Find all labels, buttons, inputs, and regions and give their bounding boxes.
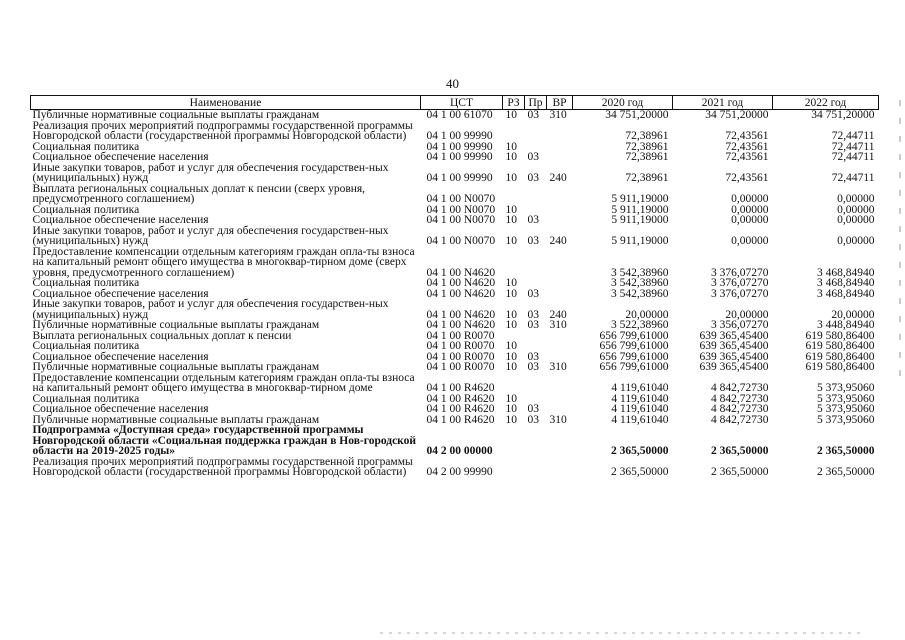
cell-vr	[547, 457, 573, 478]
cell-cst: 04 1 00 R0070	[426, 340, 495, 352]
cell-rz: 10	[505, 277, 517, 289]
cell-cst: 04 1 00 R0070	[426, 329, 495, 342]
cell-cst: 04 1 00 N4620	[426, 266, 496, 279]
cell-name: Реализация прочих мероприятий подпрограммы государственной программы Новгородской области (государственной программы Новгородской области)	[32, 119, 413, 142]
cell-name: Публичные нормативные социальные выплаты гражданам	[32, 109, 320, 121]
cell-2020: 3 542,38960	[611, 266, 669, 279]
cell-pr: 03	[527, 172, 539, 184]
cell-2022: 3 468,84940	[817, 266, 875, 279]
cell-2022: 5 373,95060	[817, 413, 875, 426]
cell-name: Социальное обеспечение населения	[32, 214, 209, 226]
cell-name: Социальная политика	[32, 340, 140, 352]
scan-edge-artifact	[899, 100, 901, 380]
cell-cst: 04 1 00 N4620	[426, 319, 496, 331]
cell-name: Выплата региональных социальных доплат к пенсии (сверх уровня, предусмотренного соглашением)	[32, 182, 366, 205]
cell-pr	[525, 247, 547, 279]
table-header-row	[31, 96, 879, 110]
cell-2022: 3 468,84940	[817, 277, 875, 289]
table-row	[31, 121, 879, 142]
cell-pr	[525, 373, 547, 394]
cell-2020: 72,38961	[625, 140, 669, 153]
cell-cst: 04 1 00 N4620	[426, 287, 496, 300]
cell-vr: 240	[549, 172, 567, 184]
cell-2022: 2 365,50000	[817, 445, 875, 457]
cell-2020: 20,00000	[625, 308, 669, 321]
cell-pr	[525, 331, 547, 342]
cell-rz: 10	[505, 392, 517, 405]
cell-2020: 656 799,61000	[599, 350, 669, 363]
cell-2022: 0,00000	[837, 193, 875, 205]
cell-name: Социальное обеспечение населения	[32, 403, 209, 415]
cell-2020: 3 542,38960	[611, 277, 669, 289]
page-number: 40	[446, 76, 459, 91]
cell-2020: 4 119,61040	[611, 403, 669, 415]
cell-cst: 04 1 00 R4620	[426, 403, 495, 415]
cell-pr	[525, 457, 547, 478]
cell-2021: 72,43561	[725, 172, 769, 184]
cell-pr	[525, 341, 547, 352]
cell-2021: 639 365,45400	[699, 361, 769, 373]
cell-2020: 5 911,19000	[611, 235, 669, 247]
cell-2021: 3 376,07270	[711, 287, 769, 300]
table-row	[31, 299, 879, 320]
cell-name: Социальная политика	[32, 203, 140, 216]
cell-pr: 03	[527, 214, 539, 226]
header-vr: ВР	[547, 96, 573, 110]
table-row	[31, 278, 879, 289]
cell-2020: 72,38961	[625, 151, 669, 163]
cell-cst: 04 1 00 61070	[426, 109, 493, 121]
cell-cst: 04 1 00 N0070	[426, 203, 496, 216]
cell-2020: 4 119,61040	[611, 392, 669, 405]
header-cst: ЦСТ	[421, 96, 503, 110]
cell-2020: 34 751,20000	[605, 109, 669, 121]
cell-2021: 639 365,45400	[699, 340, 769, 352]
cell-name: Публичные нормативные социальные выплаты гражданам	[32, 413, 320, 426]
cell-rz: 10	[505, 235, 517, 247]
cell-vr	[547, 152, 573, 163]
cell-cst: 04 1 00 R4620	[426, 413, 495, 426]
cell-pr: 03	[527, 151, 539, 163]
header-name: Наименование	[31, 96, 421, 110]
cell-rz	[503, 425, 525, 457]
cell-cst: 04 1 00 R4620	[426, 392, 495, 405]
cell-name: Иные закупки товаров, работ и услуг для обеспечения государствен-ных (муниципальных) нужд	[32, 298, 389, 321]
cell-cst: 04 1 00 99990	[426, 130, 493, 142]
cell-2021: 0,00000	[731, 203, 769, 216]
cell-cst: 04 1 00 N4620	[426, 308, 496, 321]
cell-2021: 72,43561	[725, 151, 769, 163]
cell-cst: 04 1 00 R4620	[426, 382, 495, 394]
cell-vr	[547, 215, 573, 226]
cell-vr	[547, 121, 573, 142]
cell-name: Предоставление компенсации отдельным категориям граждан опла-ты взноса на капитальный ремонт общего имущества в многоквар-тирном доме (сверх уровня, предусмотренного соглашением)	[32, 245, 415, 279]
header-rz: РЗ	[503, 96, 525, 110]
table-row	[31, 320, 879, 331]
header-2021: 2021 год	[673, 96, 773, 110]
cell-2022: 0,00000	[837, 235, 875, 247]
cell-2021: 0,00000	[731, 235, 769, 247]
cell-name: Социальная политика	[32, 392, 140, 405]
cell-pr	[525, 121, 547, 142]
cell-2021: 639 365,45400	[699, 329, 769, 342]
cell-name: Подпрограмма «Доступная среда» государственной программы Новгородской области «Социальная поддержка граждан в Нов-городской области на 2019-2025 годы»	[32, 424, 417, 457]
cell-name: Социальная политика	[32, 277, 140, 289]
table-row	[31, 152, 879, 163]
cell-vr	[547, 289, 573, 300]
cell-2021: 2 365,50000	[711, 445, 769, 457]
table-row	[31, 457, 879, 478]
cell-rz: 10	[505, 308, 517, 321]
cell-rz: 10	[505, 203, 517, 216]
cell-2020: 2 365,50000	[611, 445, 669, 457]
cell-rz	[503, 373, 525, 394]
cell-2022: 5 373,95060	[817, 392, 875, 405]
cell-vr: 240	[549, 308, 567, 321]
cell-cst: 04 1 00 N0070	[426, 193, 496, 205]
cell-vr	[547, 404, 573, 415]
cell-2021: 4 842,72730	[711, 403, 769, 415]
cell-rz: 10	[505, 172, 517, 184]
cell-rz	[503, 457, 525, 478]
cell-2022: 3 448,84940	[817, 319, 875, 331]
cell-name: Выплата региональных социальных доплат к пенсии	[32, 329, 292, 342]
cell-2022: 619 580,86400	[805, 329, 875, 342]
cell-pr: 03	[527, 350, 539, 363]
cell-vr	[547, 373, 573, 394]
table-row	[31, 110, 879, 121]
cell-2020: 72,38961	[625, 130, 669, 142]
cell-rz: 10	[505, 361, 517, 373]
cell-rz: 10	[505, 319, 517, 331]
cell-2022: 72,44711	[831, 130, 875, 142]
table-row	[31, 341, 879, 352]
cell-2020: 3 522,38960	[611, 319, 669, 331]
cell-vr	[547, 425, 573, 457]
cell-vr: 310	[549, 109, 567, 121]
cell-2022: 619 580,86400	[805, 340, 875, 352]
cell-pr: 03	[527, 413, 539, 426]
cell-rz: 10	[505, 140, 517, 153]
cell-name: Иные закупки товаров, работ и услуг для обеспечения государствен-ных (муниципальных) нужд	[32, 224, 389, 247]
cell-vr	[547, 331, 573, 342]
cell-2022: 34 751,20000	[811, 109, 875, 121]
cell-cst: 04 1 00 N0070	[426, 214, 496, 226]
cell-pr: 03	[527, 235, 539, 247]
cell-pr	[525, 278, 547, 289]
cell-vr	[547, 278, 573, 289]
table-row	[31, 404, 879, 415]
cell-vr	[547, 394, 573, 405]
cell-2021: 4 842,72730	[711, 413, 769, 426]
budget-table	[30, 95, 879, 478]
cell-cst: 04 2 00 99990	[426, 466, 493, 478]
cell-2022: 0,00000	[837, 203, 875, 216]
table-row	[31, 373, 879, 394]
cell-rz: 10	[505, 151, 517, 163]
table-row	[31, 226, 879, 247]
cell-rz: 10	[505, 413, 517, 426]
cell-2022: 619 580,86400	[805, 350, 875, 363]
cell-2020: 3 542,38960	[611, 287, 669, 300]
cell-vr: 310	[549, 361, 567, 373]
cell-rz: 10	[505, 287, 517, 300]
cell-2021: 3 376,07270	[711, 277, 769, 289]
cell-name: Социальная политика	[32, 140, 140, 153]
cell-name: Предоставление компенсации отдельным категориям граждан опла-ты взноса на капитальный ремонт общего имущества в многоквар-тирном доме	[32, 371, 415, 394]
cell-rz	[503, 247, 525, 279]
cell-2020: 656 799,61000	[599, 361, 669, 373]
cell-cst: 04 1 00 99990	[426, 151, 493, 163]
cell-vr: 310	[549, 413, 567, 426]
cell-vr	[547, 205, 573, 216]
cell-vr	[547, 341, 573, 352]
cell-2022: 5 373,95060	[817, 403, 875, 415]
cell-name: Социальное обеспечение населения	[32, 287, 209, 300]
cell-2021: 0,00000	[731, 193, 769, 205]
cell-2021: 639 365,45400	[699, 350, 769, 363]
cell-cst: 04 1 00 R0070	[426, 361, 495, 373]
cell-2021: 20,00000	[725, 308, 769, 321]
cell-pr: 03	[527, 403, 539, 415]
cell-cst: 04 1 00 R0070	[426, 350, 495, 363]
table-row	[31, 362, 879, 373]
cell-cst: 04 1 00 N0070	[426, 235, 496, 247]
cell-pr: 03	[527, 308, 539, 321]
cell-vr: 310	[549, 319, 567, 331]
cell-name: Реализация прочих мероприятий подпрограммы государственной программы Новгородской области (государственной программы Новгородской области)	[32, 455, 413, 478]
cell-2020: 5 911,19000	[611, 203, 669, 216]
cell-pr: 03	[527, 319, 539, 331]
cell-2020: 656 799,61000	[599, 340, 669, 352]
cell-2020: 2 365,50000	[611, 466, 669, 478]
table-row	[31, 163, 879, 184]
cell-2021: 34 751,20000	[705, 109, 769, 121]
cell-2021: 3 356,07270	[711, 319, 769, 331]
cell-2020: 72,38961	[625, 172, 669, 184]
cell-2021: 2 365,50000	[711, 466, 769, 478]
cell-name: Иные закупки товаров, работ и услуг для обеспечения государствен-ных (муниципальных) нужд	[32, 161, 389, 184]
cell-2022: 72,44711	[831, 151, 875, 163]
cell-vr	[547, 247, 573, 279]
cell-pr: 03	[527, 109, 539, 121]
header-2020: 2020 год	[573, 96, 673, 110]
cell-vr: 240	[549, 235, 567, 247]
header-pr: Пр	[525, 96, 547, 110]
cell-pr: 03	[527, 287, 539, 300]
cell-2022: 2 365,50000	[817, 466, 875, 478]
table-row	[31, 184, 879, 205]
cell-cst: 04 1 00 99990	[426, 172, 493, 184]
cell-2022: 20,00000	[831, 308, 875, 321]
cell-cst: 04 1 00 N4620	[426, 277, 496, 289]
cell-2021: 72,43561	[725, 140, 769, 153]
cell-pr: 03	[527, 361, 539, 373]
cell-rz: 10	[505, 109, 517, 121]
table-row	[31, 215, 879, 226]
cell-2022: 0,00000	[837, 214, 875, 226]
cell-2020: 5 911,19000	[611, 193, 669, 205]
header-2022: 2022 год	[773, 96, 879, 110]
cell-rz	[503, 121, 525, 142]
cell-2022: 3 468,84940	[817, 287, 875, 300]
scan-artifact	[380, 632, 860, 634]
cell-cst: 04 1 00 99990	[426, 140, 493, 153]
cell-2021: 4 842,72730	[711, 392, 769, 405]
cell-name: Публичные нормативные социальные выплаты гражданам	[32, 361, 320, 373]
cell-2020: 656 799,61000	[599, 329, 669, 342]
table-row	[31, 425, 879, 457]
cell-2020: 4 119,61040	[611, 382, 669, 394]
cell-vr	[547, 142, 573, 153]
cell-2021: 72,43561	[725, 130, 769, 142]
cell-rz: 10	[505, 403, 517, 415]
cell-vr	[547, 184, 573, 205]
cell-2022: 72,44711	[831, 140, 875, 153]
cell-name: Социальное обеспечение населения	[32, 151, 209, 163]
cell-2021: 0,00000	[731, 214, 769, 226]
cell-2021: 3 376,07270	[711, 266, 769, 279]
cell-rz: 10	[505, 350, 517, 363]
cell-2022: 72,44711	[831, 172, 875, 184]
cell-rz: 10	[505, 214, 517, 226]
cell-2022: 619 580,86400	[805, 361, 875, 373]
cell-2022: 5 373,95060	[817, 382, 875, 394]
cell-name: Публичные нормативные социальные выплаты гражданам	[32, 319, 320, 331]
cell-2020: 4 119,61040	[611, 413, 669, 426]
cell-name: Социальное обеспечение населения	[32, 350, 209, 363]
cell-pr	[525, 184, 547, 205]
cell-pr	[525, 425, 547, 457]
cell-rz	[503, 184, 525, 205]
cell-2020: 5 911,19000	[611, 214, 669, 226]
table-row	[31, 247, 879, 279]
cell-rz: 10	[505, 340, 517, 352]
cell-2021: 4 842,72730	[711, 382, 769, 394]
cell-cst: 04 2 00 00000	[426, 445, 493, 457]
